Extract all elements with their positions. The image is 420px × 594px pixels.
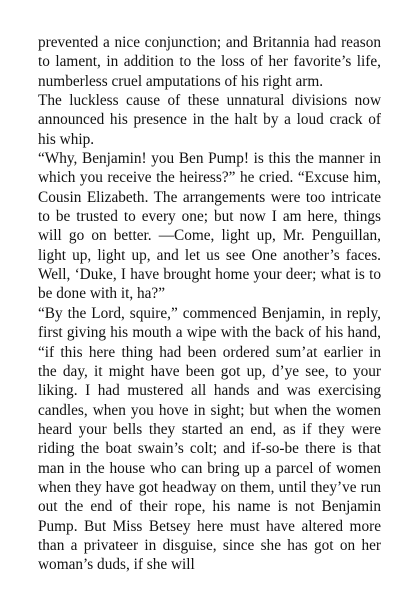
paragraph-judge-speech: “Why, Benjamin! you Ben Pump! is this the manner in which you receive the heiress?” he cried. “Excuse him, Cousin Elizabeth. The arrangements were too intricate to be trusted to every one; but now I am here, things will go on better. —Come, light up, Mr. Penguillan, light up, light up, and let us see One another’s faces. Well, ‘Duke, I have brought home your deer; what is to be done with it, ha?” (38, 150, 381, 303)
paragraph-benjamin-reply: “By the Lord, squire,” commenced Benjamin, in reply, first giving his mouth a wipe with the back of his hand, “if this here thing had been ordered sum’at earlier in the day, it might have been got up, d’ye see, to your liking. I had mustered all hands and was exercising candles, when you hove in sight; but when the women heard your bells they started an end, as if they were riding the boat swain’s colt; and if-so-be there is that man in the house who can bring up a parcel of women when they have got headway on them, until they’ve run out the end of their rope, his name is not Benjamin Pump. But Miss Betsey here must have altered more than a privateer in disguise, since she has got on her woman’s duds, if she will (38, 304, 381, 574)
paragraph-continuation: prevented a nice conjunction; and Britannia had reason to lament, in addition to the loss of her favorite’s life, numberless cruel amputations of his right arm. (38, 34, 381, 90)
book-page-text (38, 33, 381, 575)
paragraph-whip-crack: The luckless cause of these unnatural divisions now announced his presence in the halt by a loud crack of his whip. (38, 92, 381, 148)
